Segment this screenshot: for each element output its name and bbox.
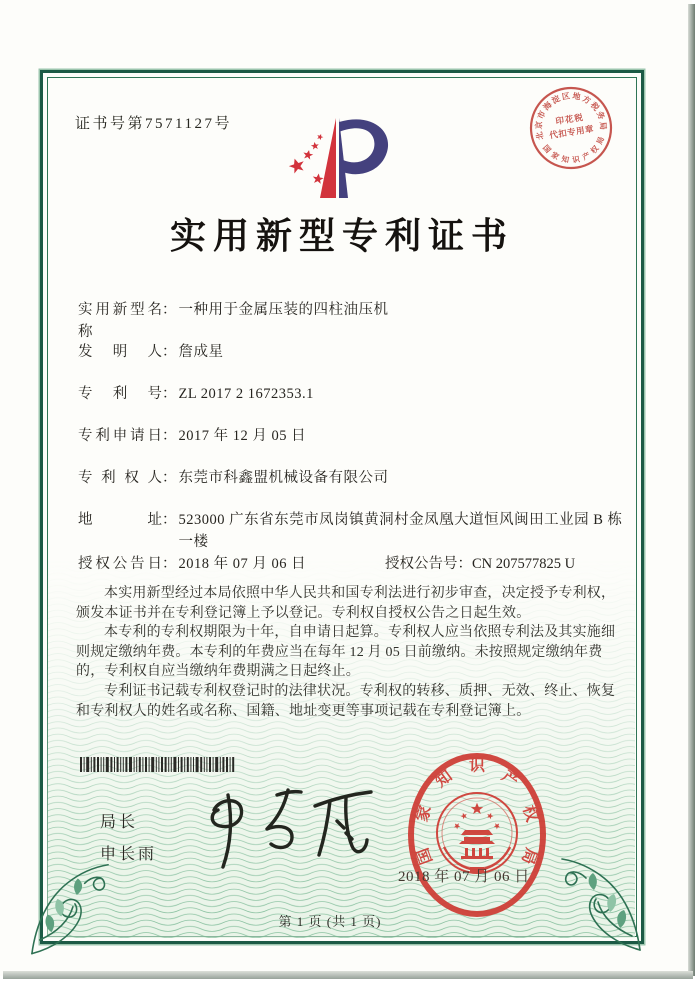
svg-text:家: 家	[549, 150, 561, 162]
field-value: 詹成星	[178, 344, 224, 360]
field-colon: ：	[162, 470, 177, 486]
svg-text:京: 京	[534, 120, 544, 130]
field-row-filing-date	[78, 425, 638, 447]
field-grant-number	[385, 553, 575, 575]
field-value: 2018 年 07 月 06 日	[178, 556, 307, 572]
field-label: 地址	[78, 512, 162, 528]
commissioner-signature	[192, 783, 382, 878]
field-label: 专利权人	[78, 470, 162, 486]
barcode	[80, 757, 260, 772]
field-row-utility-model-name	[78, 299, 638, 343]
svg-text:税: 税	[588, 100, 601, 113]
paper-edge-shadow-right	[688, 4, 695, 976]
page-title: 实用新型专利证书	[169, 216, 514, 256]
tax-stamp	[520, 77, 623, 180]
national-emblem	[437, 793, 517, 873]
logo-red-wedge	[320, 118, 336, 198]
field-row-patentee	[78, 467, 638, 489]
svg-text:产: 产	[498, 767, 522, 791]
svg-text:淀: 淀	[550, 93, 562, 106]
field-row-inventor	[78, 341, 638, 363]
field-label: 发明人	[78, 344, 162, 360]
field-colon: ：	[162, 428, 177, 444]
sipo-logo	[287, 110, 405, 202]
field-label: 专利号	[78, 386, 162, 402]
field-colon: ：	[162, 302, 177, 318]
paragraph-2: 本专利的专利权期限为十年，自申请日起算。专利权人应当依照专利法及其实施细则规定缴纳年费。本专利的年费应当在每年 12 月 05 日前缴纳。未按照规定缴纳年费的，专利权自应当缴纳年费期满之日起终止。	[76, 625, 616, 680]
svg-text:国: 国	[540, 143, 553, 155]
field-row-patent-number	[78, 383, 638, 405]
paragraph-3: 专利证书记载专利权登记时的法律状况。专利权的转移、质押、无效、终止、恢复和专利权人的姓名或名称、国籍、地址变更等事项记载在专利登记簿上。	[76, 683, 616, 719]
commissioner-title: 局长	[100, 814, 139, 831]
field-value: 东莞市科鑫盟机械设备有限公司	[178, 470, 389, 486]
tax-stamp-line1: 印花税	[554, 111, 585, 127]
commissioner-name: 申长雨	[100, 846, 158, 863]
svg-text:识: 识	[571, 154, 581, 165]
field-colon: ：	[162, 344, 177, 360]
seal-date: 2018 年 07 月 06 日	[398, 869, 530, 885]
field-colon: ：	[162, 556, 177, 572]
svg-text:务: 务	[594, 110, 607, 121]
flourish-corner-right	[558, 832, 644, 952]
svg-text:局: 局	[598, 121, 608, 131]
svg-text:局: 局	[594, 135, 607, 146]
paragraph-1: 本实用新型经过本局依照中华人民共和国专利法进行初步审查，决定授予专利权，颁发本证书并在专利登记簿上予以登记。专利权自授权公告之日起生效。	[76, 586, 616, 621]
certificate-number: 证书号第7571127号	[75, 116, 232, 132]
svg-text:产: 产	[580, 150, 592, 162]
svg-text:海: 海	[541, 100, 554, 113]
svg-text:方: 方	[580, 94, 593, 106]
svg-text:权: 权	[519, 803, 541, 824]
svg-text:知: 知	[560, 154, 570, 165]
svg-text:家: 家	[413, 803, 435, 824]
svg-text:地: 地	[571, 91, 582, 102]
seal-arc-text	[412, 757, 542, 868]
page-footer: 第 1 页 (共 1 页)	[278, 914, 382, 929]
paper-edge-shadow-bottom	[3, 971, 693, 979]
svg-text:北: 北	[534, 130, 546, 141]
tax-stamp-line2: 代扣专用章	[548, 123, 595, 141]
field-colon: ：	[162, 512, 177, 528]
field-row-grant-date	[78, 553, 638, 575]
field-colon: ：	[457, 556, 472, 572]
field-value: CN 207577825 U	[472, 556, 576, 572]
field-colon: ：	[162, 386, 177, 402]
logo-p-bowl	[339, 119, 388, 174]
field-value: 一种用于金属压装的四柱油压机	[178, 302, 389, 318]
svg-text:市: 市	[536, 109, 548, 121]
field-label: 专利申请日	[78, 428, 162, 444]
legal-text	[76, 584, 628, 721]
field-value: 2017 年 12 月 05 日	[178, 428, 307, 444]
field-label: 实用新型名称	[78, 302, 162, 340]
svg-text:国: 国	[414, 845, 437, 867]
svg-text:区: 区	[561, 91, 571, 102]
svg-text:知: 知	[432, 767, 456, 791]
field-row-address	[78, 509, 638, 553]
svg-text:权: 权	[588, 143, 601, 156]
field-label: 授权公告日	[78, 556, 162, 572]
logo-stars	[287, 133, 324, 184]
field-label: 授权公告号	[385, 556, 458, 572]
field-value: 523000 广东省东莞市凤岗镇黄洞村金凤凰大道恒风闽田工业园 B 栋一楼	[178, 512, 623, 550]
svg-text:局: 局	[517, 845, 540, 867]
field-value: ZL 2017 2 1672353.1	[178, 386, 314, 402]
svg-text:识: 识	[468, 757, 486, 775]
cnipa-seal	[399, 743, 555, 927]
